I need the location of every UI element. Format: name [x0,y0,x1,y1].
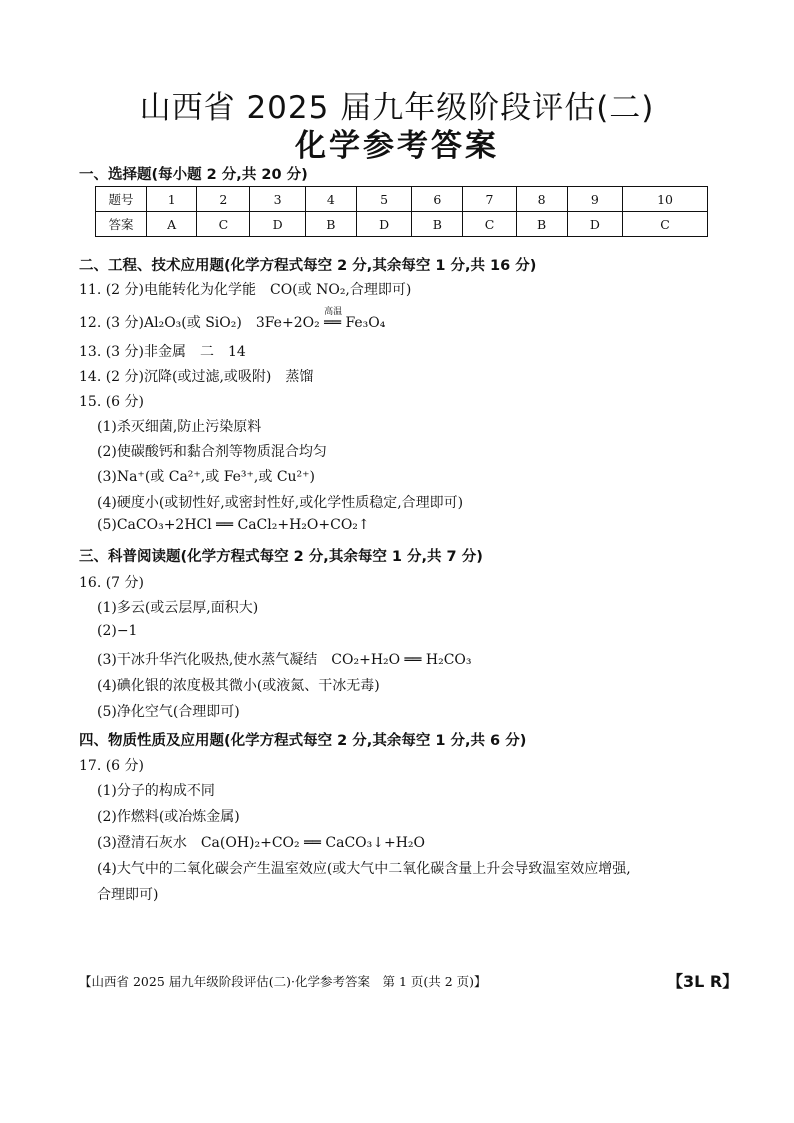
section-heading-1: 一、选择题(每小题 2 分,共 20 分) [79,167,308,183]
table-cell: 4 [305,187,356,212]
answer-line-q15-5: (5)CaCO₃+2HCl ══ CaCl₂+H₂O+CO₂↑ [97,517,370,533]
table-row [96,187,708,212]
answer-line-q17: 17. (6 分) [79,758,144,774]
q12-product: Fe₃O₄ [345,315,386,331]
table-cell: 1 [147,187,197,212]
answer-line-q15-4: (4)硬度小(或韧性好,或密封性好,或化学性质稳定,合理即可) [97,495,464,511]
answer-table [95,186,708,237]
table-cell: 8 [516,187,567,212]
answer-line-q16-5: (5)净化空气(合理即可) [97,704,240,720]
equation-sign [324,307,343,331]
table-cell: 6 [412,187,463,212]
answer-line-q17-1: (1)分子的构成不同 [97,783,215,799]
answer-line-q14: 14. (2 分)沉降(或过滤,或吸附) 蒸馏 [79,369,314,385]
table-cell: C [197,212,250,237]
answer-line-q17-4a: (4)大气中的二氧化碳会产生温室效应(或大气中二氧化碳含量上升会导致温室效应增强, [97,861,631,877]
table-cell: 7 [463,187,516,212]
answer-line-q15-1: (1)杀灭细菌,防止污染原料 [97,419,262,435]
page-title: 山西省 2025 届九年级阶段评估(二) [139,90,655,126]
section-heading-2: 二、工程、技术应用题(化学方程式每空 2 分,其余每空 1 分,共 16 分) [79,258,537,274]
section-heading-4: 四、物质性质及应用题(化学方程式每空 2 分,其余每空 1 分,共 6 分) [79,733,527,749]
page-subtitle: 化学参考答案 [295,128,499,164]
answer-line-q13: 13. (3 分)非金属 二 14 [79,344,246,360]
answer-line-q11: 11. (2 分)电能转化为化学能 CO(或 NO₂,合理即可) [79,282,412,298]
answer-line-q16-3: (3)干冰升华汽化吸热,使水蒸气凝结 CO₂+H₂O ══ H₂CO₃ [97,652,472,668]
answer-line-q16: 16. (7 分) [79,575,144,591]
answer-line-q12 [79,307,386,332]
table-row-label: 题号 [96,187,147,212]
answer-line-q15: 15. (6 分) [79,394,144,410]
table-cell: D [250,212,305,237]
answer-line-q17-2: (2)作燃料(或冶炼金属) [97,809,240,825]
table-cell: C [623,212,708,237]
answer-line-q17-3: (3)澄清石灰水 Ca(OH)₂+CO₂ ══ CaCO₃↓+H₂O [97,835,426,851]
table-cell: C [463,212,516,237]
answer-line-q16-4: (4)碘化银的浓度极其微小(或液氮、干冰无毒) [97,678,380,694]
reaction-condition: 高温 [324,307,343,317]
table-cell: D [356,212,411,237]
table-row-label: 答案 [96,212,147,237]
table-cell: 9 [567,187,622,212]
table-cell: 5 [356,187,411,212]
answer-line-q15-2: (2)使碳酸钙和黏合剂等物质混合均匀 [97,444,327,460]
table-cell: 10 [623,187,708,212]
answer-line-q16-1: (1)多云(或云层厚,面积大) [97,600,259,616]
table-cell: B [305,212,356,237]
table-row [96,212,708,237]
q12-text: 12. (3 分)Al₂O₃(或 SiO₂) 3Fe+2O₂ [79,315,320,331]
table-cell: B [412,212,463,237]
table-cell: 2 [197,187,250,212]
answer-line-q16-2: (2)−1 [97,623,138,639]
table-cell: B [516,212,567,237]
answer-line-q17-4b: 合理即可) [97,887,159,903]
equals-sign: ══ [324,315,341,331]
table-cell: A [147,212,197,237]
table-cell: D [567,212,622,237]
page-footer: 【山西省 2025 届九年级阶段评估(二)·化学参考答案 第 1 页(共 2 页)】 [79,974,487,989]
answer-line-q15-3: (3)Na⁺(或 Ca²⁺,或 Fe³⁺,或 Cu²⁺) [97,469,316,485]
table-cell: 3 [250,187,305,212]
section-heading-3: 三、科普阅读题(化学方程式每空 2 分,其余每空 1 分,共 7 分) [79,549,483,565]
paper-code: 【3L R】 [667,972,739,991]
